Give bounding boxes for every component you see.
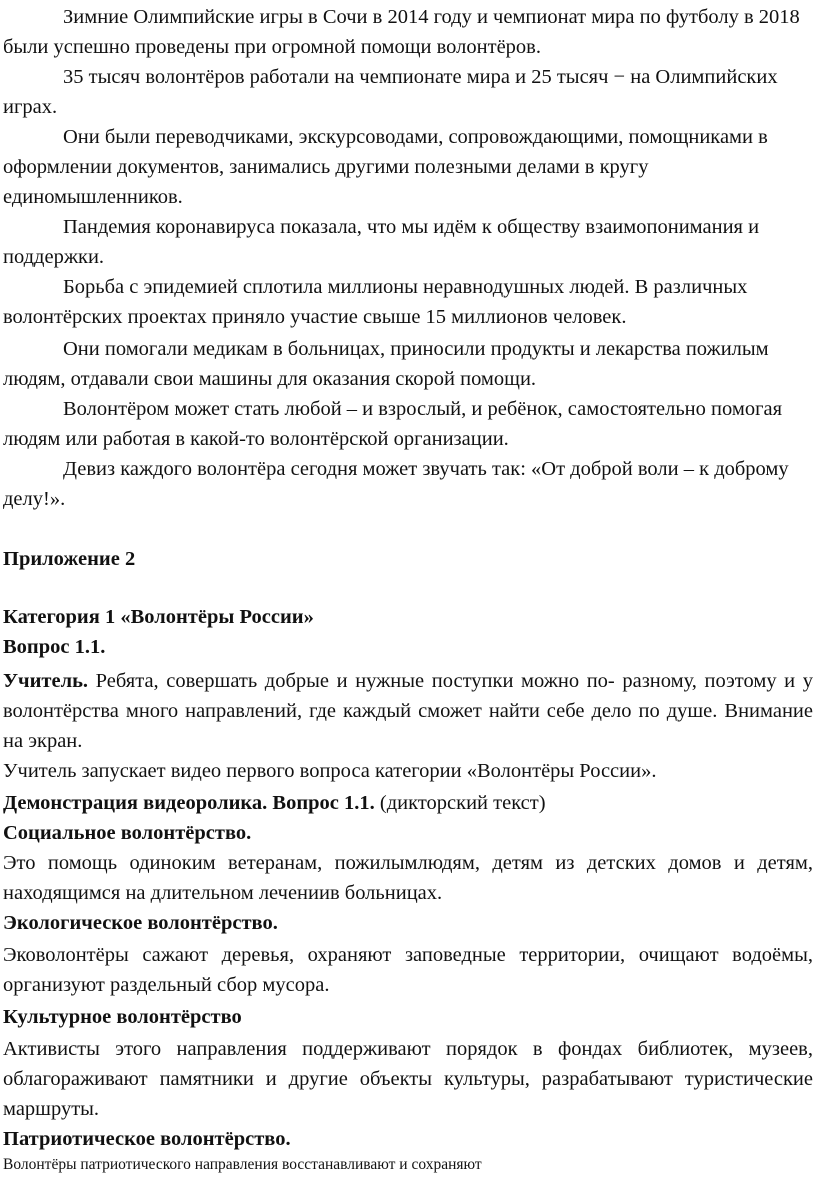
eco-text: Эковолонтёры сажают деревья, охраняют заповедные территории, очищают водоёмы, организуют раздельный сбор мусора. [3, 944, 813, 996]
paragraph-olympics: Зимние Олимпийские игры в Сочи в 2014 году и чемпионат мира по футболу в 2018 были успешно проведены при огромной помощи волонтёров. [3, 6, 800, 58]
paragraph-roles: Они были переводчиками, экскурсоводами, сопровождающими, помощниками в оформлении документов, занимались другими полезными делами в кругу единомышленников. [3, 126, 768, 208]
patriot-text: Волонтёры патриотического направления восстанавливают и сохраняют [3, 1156, 482, 1173]
demo-line [3, 788, 813, 818]
social-text: Это помощь одиноким ветеранам, пожилымлюдям, детям из детских домов и детям, находящимся на длительном лечениив больницах. [3, 852, 813, 904]
category-title: Категория 1 «Волонтёры России» [3, 606, 314, 628]
paragraph-pandemic: Пандемия коронавируса показала, что мы идём к обществу взаимопонимания и поддержки. [3, 216, 760, 268]
culture-title: Культурное волонтёрство [3, 1006, 242, 1028]
demo-label: Демонстрация видеоролика. Вопрос 1.1. [3, 792, 375, 814]
teacher-action: Учитель запускает видео первого вопроса категории «Волонтёры России». [3, 760, 657, 782]
social-title: Социальное волонтёрство. [3, 822, 252, 844]
paragraph-help-medics: Они помогали медикам в больницах, приносили продукты и лекарства пожилым людям, отдавали свои машины для оказания скорой помощи. [3, 338, 769, 390]
teacher-label: Учитель. [3, 670, 89, 692]
paragraph-anyone-volunteer: Волонтёром может стать любой – и взрослый, и ребёнок, самостоятельно помогая людям или работая в какой-то волонтёрской организации. [3, 398, 783, 450]
culture-text: Активисты этого направления поддерживают порядок в фондах библиотек, музеев, облагораживают памятники и другие объекты культуры, разрабатывают туристические маршруты. [3, 1038, 813, 1120]
paragraph-motto: Девиз каждого волонтёра сегодня может звучать так: «От доброй воли – к доброму делу!». [3, 458, 789, 510]
teacher-text: Ребята, совершать добрые и нужные поступки можно по- разному, поэтому и у волонтёрства много направлений, где каждый сможет найти себе дело по душе. Внимание на экран. [3, 670, 813, 752]
eco-title: Экологическое волонтёрство. [3, 912, 278, 934]
paragraph-epidemic-fight: Борьба с эпидемией сплотила миллионы неравнодушных людей. В различных волонтёрских проектах приняло участие свыше 15 миллионов человек. [3, 276, 748, 328]
demo-note: (дикторский текст) [374, 792, 546, 814]
appendix-title: Приложение 2 [3, 548, 136, 570]
patriot-title: Патриотическое волонтёрство. [3, 1128, 291, 1150]
paragraph-volunteer-count: 35 тысяч волонтёров работали на чемпионате мира и 25 тысяч − на Олимпийских играх. [3, 66, 778, 118]
teacher-paragraph [3, 666, 813, 756]
question-title: Вопрос 1.1. [3, 636, 106, 658]
